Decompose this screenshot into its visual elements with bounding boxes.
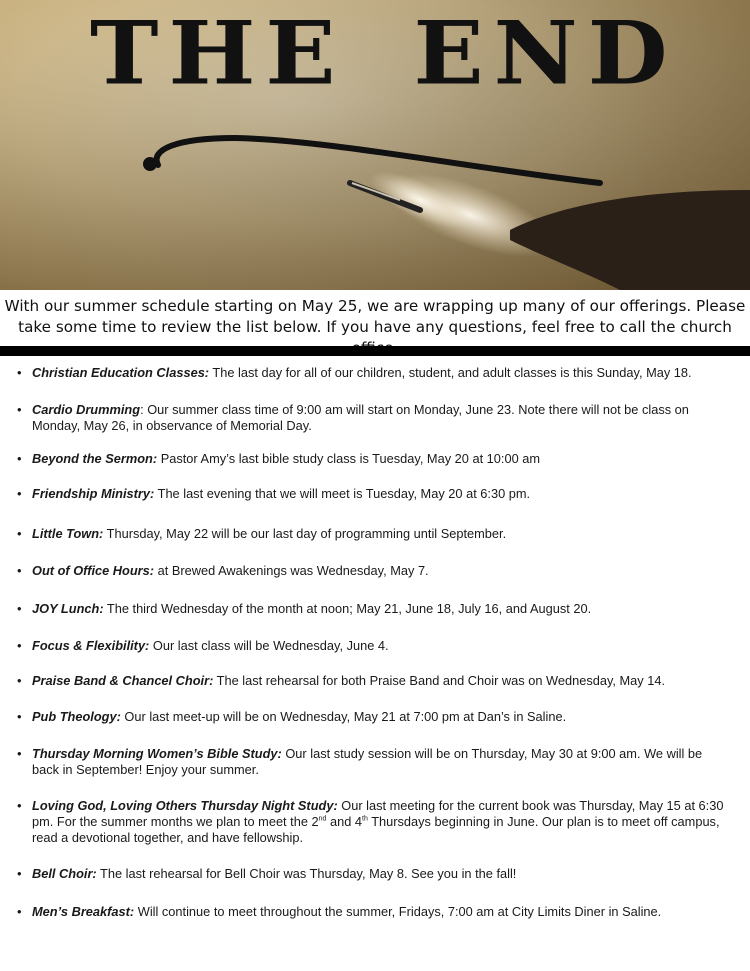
item-text: The third Wednesday of the month at noon; May 21, June 18, July 16, and August 20. [103, 601, 592, 616]
item-title: Out of Office Hours: [32, 563, 155, 578]
bullet: • [17, 563, 22, 578]
item-text: The last evening that we will meet is Tuesday, May 20 at 6:30 pm. [154, 486, 531, 501]
item-title: Focus & Flexibility: [32, 638, 150, 653]
hero-title-end: END [413, 2, 678, 105]
bullet: • [17, 526, 22, 541]
item-title: Pub Theology: [32, 709, 121, 724]
list-item [17, 601, 732, 617]
item-title: Bell Choir: [32, 866, 97, 881]
item-text: Our last meeting for the current book was Thursday, May 15 at 6:30 pm. For the summer months we plan to meet the 2 [32, 798, 724, 829]
item-text: The last rehearsal for both Praise Band and Choir was on Wednesday, May 14. [213, 673, 666, 688]
item-text: Pastor Amy’s last bible study class is Tuesday, May 20 at 10:00 am [157, 451, 541, 466]
intro-line-1: With our summer schedule starting on May 25, we are wrapping up many of our offerings. Please [4, 297, 746, 315]
bullet: • [17, 638, 22, 653]
list-item [17, 486, 732, 502]
hero-title [90, 2, 690, 105]
hero-title-the: THE [90, 2, 346, 105]
list-item [17, 402, 732, 434]
bullet: • [17, 798, 22, 813]
list-item [17, 866, 732, 882]
intro-line-2: take some time to review the list below. If you have any questions, feel free to call the church [18, 318, 732, 336]
list-item [17, 798, 732, 846]
list-item [17, 451, 732, 467]
item-text: The last rehearsal for Bell Choir was Thursday, May 8. See you in the fall! [96, 866, 517, 881]
hero-image [0, 0, 750, 290]
bullet: • [17, 365, 22, 380]
bullet: • [17, 673, 22, 688]
item-text: Our last study session will be on Thursday, May 30 at 9:00 am. We will be back in September! Enjoy your summer. [32, 746, 703, 777]
bullet: • [17, 601, 22, 616]
item-text: at Brewed Awakenings was Wednesday, May 7. [154, 563, 429, 578]
item-title: Little Town: [32, 526, 104, 541]
item-text: Thursday, May 22 will be our last day of programming until September. [103, 526, 507, 541]
item-title: JOY Lunch: [32, 601, 104, 616]
item-text: : Our summer class time of 9:00 am will start on Monday, June 23. Note there will not be class on Monday, May 26, in observance of Memorial Day. [32, 402, 689, 433]
item-title: Beyond the Sermon: [32, 451, 158, 466]
superscript-nd: nd [318, 815, 327, 823]
item-title: Loving God, Loving Others Thursday Night Study: [32, 798, 338, 813]
bullet: • [17, 866, 22, 881]
list-item [17, 746, 732, 778]
item-text: Thursdays beginning in June. Our plan is to meet off campus, read a devotional together, and have fellowship. [32, 814, 720, 845]
list-item [17, 526, 732, 542]
bullet: • [17, 486, 22, 501]
item-title: Friendship Ministry: [32, 486, 155, 501]
superscript-th: th [362, 815, 368, 823]
item-text: Our last class will be Wednesday, June 4. [149, 638, 389, 653]
item-text: The last day for all of our children, student, and adult classes is this Sunday, May 18. [209, 365, 692, 380]
list-item [17, 563, 732, 579]
item-text: Our last meet-up will be on Wednesday, May 21 at 7:00 pm at Dan’s in Saline. [120, 709, 567, 724]
divider-bar [0, 346, 750, 356]
list-item [17, 638, 732, 654]
list-item [17, 365, 732, 381]
item-title: Men’s Breakfast: [32, 904, 135, 919]
item-title: Cardio Drumming [32, 402, 141, 417]
list-item [17, 673, 732, 689]
bullet: • [17, 746, 22, 761]
bullet: • [17, 451, 22, 466]
bullet: • [17, 402, 22, 417]
bullet: • [17, 904, 22, 919]
item-title: Christian Education Classes: [32, 365, 210, 380]
item-text: Will continue to meet throughout the summer, Fridays, 7:00 am at City Limits Diner in Saline. [134, 904, 662, 919]
item-title: Thursday Morning Women’s Bible Study: [32, 746, 282, 761]
item-title: Praise Band & Chancel Choir: [32, 673, 214, 688]
bullet: • [17, 709, 22, 724]
item-text: and 4 [326, 814, 363, 829]
list-item [17, 709, 732, 725]
list-item [17, 904, 732, 920]
